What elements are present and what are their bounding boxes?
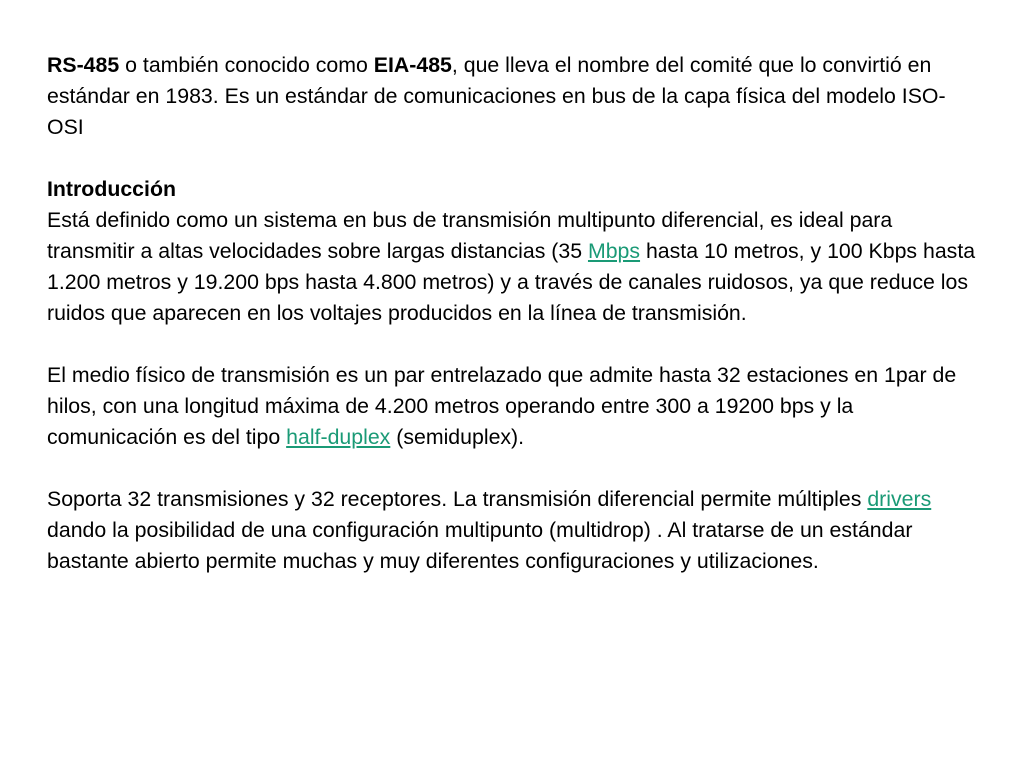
medium-text-before: El medio físico de transmisión es un par entrelazado que admite hasta 32 estaciones en 1par de hilos, con una longitud máxima de 4.200 metros operando entre 300 a 19200 bps y la comunicación es del tipo [47, 363, 957, 449]
support-paragraph [47, 484, 982, 577]
spacer [47, 453, 982, 484]
slide-body [47, 50, 982, 577]
intro-text-2: , que lleva el nombre del comité que lo convirtió en estándar en 1983. Es un estándar de comunicaciones en bus de la capa física del modelo ISO-OSI [47, 53, 946, 139]
heading-introduccion: Introducción [47, 177, 176, 201]
medium-text-after: (semiduplex). [390, 425, 525, 449]
section-heading [47, 174, 982, 205]
link-half-duplex[interactable]: half-duplex [286, 425, 391, 449]
section-text-after: hasta 10 metros, y 100 Kbps hasta 1.200 metros y 19.200 bps hasta 4.800 metros) y a través de canales ruidosos, ya que reduce los ruidos que aparecen en los voltajes producidos en la línea de transmisión. [47, 239, 976, 325]
section-text-before: Está definido como un sistema en bus de transmisión multipunto diferencial, es ideal para transmitir a altas velocidades sobre largas distancias (35 [47, 208, 893, 263]
intro-paragraph [47, 50, 982, 143]
support-text-before: Soporta 32 transmisiones y 32 receptores. La transmisión diferencial permite múltiples [47, 487, 868, 511]
section-paragraph [47, 205, 982, 329]
intro-text-1: o también conocido como [119, 53, 374, 77]
spacer [47, 143, 982, 174]
link-mbps[interactable]: Mbps [587, 239, 641, 263]
medium-paragraph [47, 360, 982, 453]
spacer [47, 329, 982, 360]
link-drivers[interactable]: drivers [867, 487, 932, 511]
term-eia485: EIA-485 [373, 53, 452, 77]
term-rs485: RS-485 [47, 53, 120, 77]
support-text-after: dando la posibilidad de una configuración multipunto (multidrop) . Al tratarse de un estándar bastante abierto permite muchas y muy diferentes configuraciones y utilizaciones. [47, 518, 913, 573]
